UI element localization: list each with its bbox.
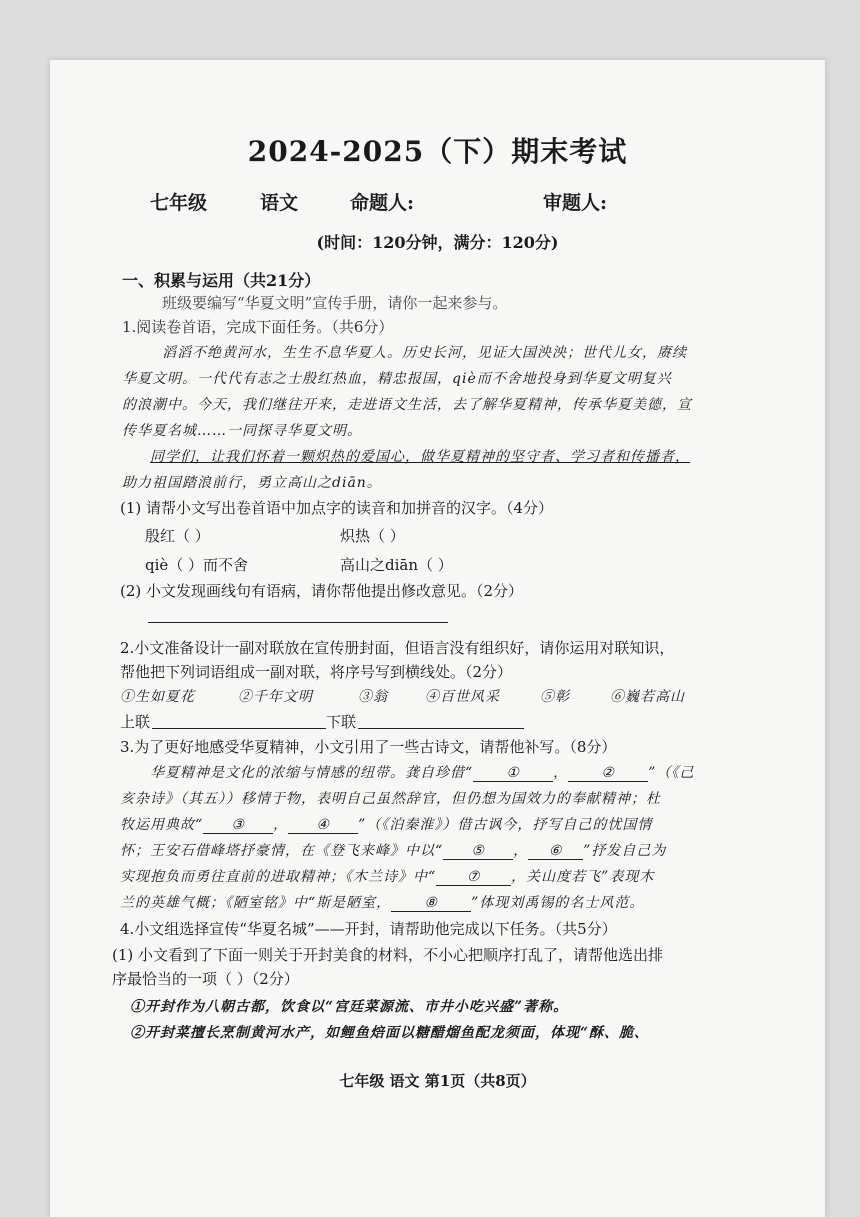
couplet-option: ③翁 (358, 689, 388, 705)
q3-text: ”（《泊秦淮》）借古讽今，抒写自己的忧国情 (358, 817, 653, 833)
blank-8[interactable]: ⑧ (391, 895, 471, 912)
reviewer-label: 审题人: (543, 192, 608, 214)
q3-text: ，关山度若飞”表现木 (511, 869, 655, 885)
q2-prompt: 帮他把下列词语组成一副对联，将序号写到横线处。（2分） (120, 663, 513, 681)
couplet-option: ⑤彰 (540, 689, 570, 705)
section-intro: 班级要编写“华夏文明”宣传手册，请你一起来参与。 (162, 294, 508, 312)
pinyin-item: 殷红（ ） (145, 527, 210, 545)
passage-line: 的浪潮中。今天，我们继往开来，走进语文生活，去了解华夏精神，传承华夏美德，宣 (122, 397, 692, 413)
q1-1-prompt: (1) 请帮小文写出卷首语中加点字的读音和加拼音的汉字。（4分） (120, 499, 554, 517)
exam-title: 2024-2025（下）期末考试 (247, 135, 628, 168)
q3-text: ”（《己 (648, 765, 695, 781)
q4-1-prompt: (1) 小文看到了下面一则关于开封美食的材料，不小心把顺序打乱了，请帮他选出排 (112, 946, 664, 964)
q3-text: 怀；王安石借峰塔抒豪情，在《登飞来峰》中以“ (120, 843, 444, 859)
passage-line: 助力祖国踏浪前行，勇立高山之diān。 (122, 475, 382, 491)
subject-label: 语文 (260, 192, 299, 214)
passage-line: 传华夏名城……一同探寻华夏文明。 (122, 423, 362, 439)
grade-label: 七年级 (150, 192, 208, 214)
material-item: ①开封作为八朝古都，饮食以“宫廷菜源流、市井小吃兴盛”著称。 (130, 999, 569, 1015)
time-note: (时间：120分钟，满分：120分) (316, 233, 559, 252)
q3-text: 牧运用典故“ (120, 817, 204, 833)
couplet-option: ②千年文明 (238, 689, 313, 705)
q2-prompt: 2.小文准备设计一副对联放在宣传册封面，但语言没有组织好，请你运用对联知识， (120, 639, 675, 657)
q3-line (120, 866, 654, 886)
blank-1[interactable]: ① (473, 765, 553, 782)
q3-line (120, 892, 644, 912)
lower-couplet-label: 下联 (326, 713, 357, 731)
passage-line: 滔滔不绝黄河水，生生不息华夏人。历史长河，见证大国泱泱；世代儿女，赓续 (162, 345, 687, 361)
pinyin-item: 高山之diān（ ） (340, 556, 453, 574)
pinyin-item: 炽热（ ） (340, 527, 405, 545)
q3-prompt: 3.为了更好地感受华夏精神，小文引用了一些古诗文，请帮他补写。（8分） (120, 738, 617, 756)
exam-page (50, 60, 825, 1217)
upper-couplet-blank[interactable] (152, 728, 326, 729)
passage-line: 华夏文明。一代代有志之士殷红热血，精忠报国，qiè而不舍地投身到华夏文明复兴 (122, 371, 672, 387)
pinyin-item: qiè（ ）而不舍 (145, 556, 249, 574)
q3-line: 怀；王安石借峰塔抒豪情，在《登飞来峰》中以“ ⑤ ， ⑥ ”抒发自己为 (120, 843, 667, 859)
q3-line: 亥杂诗》（其五））移情于物，表明自己虽然辞官，但仍想为国效力的奉献精神；杜 (120, 791, 661, 807)
setter-label: 命题人: (350, 192, 415, 214)
blank-6[interactable]: ⑥ (528, 843, 583, 860)
blank-3[interactable]: ③ (203, 817, 273, 834)
q3-line: 华夏精神是文化的浓缩与情感的纽带。龚自珍借“ ① ， ② ”（《己 (150, 765, 695, 781)
q1-title: 1.阅读卷首语，完成下面任务。（共6分） (122, 318, 394, 336)
q1-2-prompt: (2) 小文发现画线句有语病，请你帮他提出修改意见。（2分） (120, 582, 524, 600)
blank-7[interactable]: ⑦ (436, 869, 511, 886)
q3-text: ”体现刘禹锡的名士风范。 (471, 895, 645, 911)
answer-line[interactable] (148, 622, 448, 623)
section-heading: 一、积累与运用（共21分） (122, 271, 321, 290)
material-item: ②开封菜擅长烹制黄河水产，如鲤鱼焙面以糖醋熘鱼配龙须面，体现“酥、脆、 (130, 1025, 650, 1041)
q3-line: 牧运用典故“ ③ ， ④ ”（《泊秦淮》）借古讽今，抒写自己的忧国情 (120, 817, 653, 833)
blank-4[interactable]: ④ (288, 817, 358, 834)
q3-text: ”抒发自己为 (583, 843, 667, 859)
q3-text: 华夏精神是文化的浓缩与情感的纽带。龚自珍借“ (150, 765, 474, 781)
underlined-sentence: 同学们，让我们怀着一颗炽热的爱国心，做华夏精神的坚守者、学习者和传播者， (150, 449, 690, 465)
blank-2[interactable]: ② (568, 765, 648, 782)
q4-prompt: 4.小文组选择宣传“华夏名城”——开封，请帮助他完成以下任务。（共5分） (120, 920, 617, 938)
couplet-option: ①生如夏花 (120, 689, 195, 705)
q3-text: 兰的英雄气概；《陋室铭》中“斯是陋室， (120, 895, 392, 911)
page-footer: 七年级 语文 第1页（共8页） (339, 1072, 536, 1090)
couplet-option: ④百世风采 (425, 689, 500, 705)
couplet-option: ⑥巍若高山 (610, 689, 685, 705)
upper-couplet-label: 上联 (120, 713, 151, 731)
blank-5[interactable]: ⑤ (443, 843, 513, 860)
q3-text: 实现抱负而勇往直前的进取精神；《木兰诗》中“ (120, 869, 437, 885)
q4-1-prompt: 序最恰当的一项（ ）（2分） (112, 970, 299, 988)
lower-couplet-blank[interactable] (358, 728, 524, 729)
